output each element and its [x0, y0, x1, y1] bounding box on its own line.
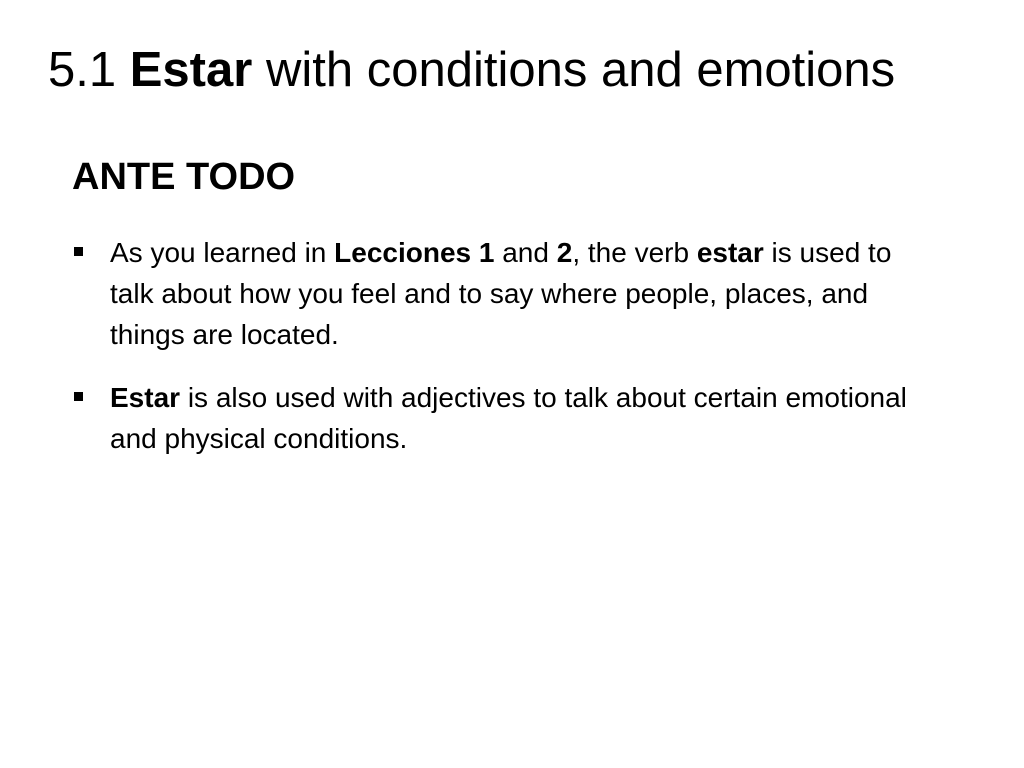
bullet-item — [72, 377, 932, 459]
bullet-text — [110, 382, 907, 454]
bullet-text-bold: Lecciones 1 — [334, 237, 495, 268]
slide-title — [48, 40, 1008, 100]
title-number: 5.1 — [48, 43, 117, 97]
square-bullet-icon — [74, 247, 83, 256]
bullet-text-segment: , the verb — [572, 237, 697, 268]
section-heading: ANTE TODO — [72, 156, 296, 198]
bullet-text-bold: 2 — [556, 237, 573, 268]
bullet-text-segment: As you learned in — [110, 237, 335, 268]
title-keyword: Estar — [129, 43, 253, 97]
bullet-text-bold: estar — [696, 237, 764, 268]
bullet-text-bold: Estar — [110, 382, 181, 413]
square-bullet-icon — [74, 392, 83, 401]
bullet-text-segment: is used to talk about how you feel and to say where people, places, and things are located. — [110, 237, 892, 350]
bullet-text-segment: and — [494, 237, 557, 268]
bullet-list — [72, 232, 932, 481]
bullet-item — [72, 232, 932, 355]
title-rest: with conditions and emotions — [265, 43, 896, 97]
bullet-text — [110, 237, 891, 350]
bullet-text-segment: is also used with adjectives to talk about certain emotional and physical conditions. — [110, 382, 907, 454]
